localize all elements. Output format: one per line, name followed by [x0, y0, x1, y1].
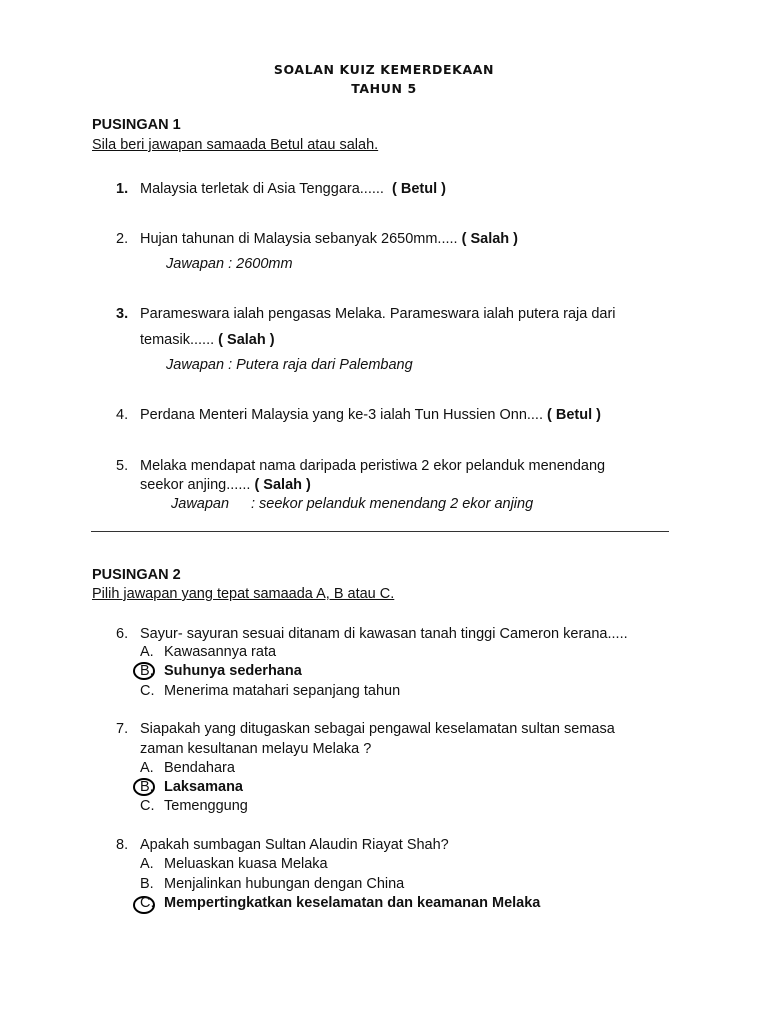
option-text: Temenggung: [164, 798, 248, 814]
round2-instruction: Pilih jawapan yang tepat samaada A, B atau C.: [92, 586, 395, 602]
answer-text: : seekor pelanduk menendang 2 ekor anjing: [251, 496, 534, 512]
question-text: Apakah sumbagan Sultan Alaudin Riayat Shah?: [140, 837, 449, 853]
question-number: 3.: [116, 306, 129, 322]
question-2: [116, 231, 518, 247]
verdict: ( Betul ): [547, 407, 601, 423]
question-number: 1.: [116, 181, 129, 197]
question-text: seekor anjing......: [140, 477, 251, 493]
option-7c: [140, 798, 248, 814]
option-letter: A.: [140, 856, 154, 872]
option-7b: [140, 779, 243, 795]
question-3-cont: [140, 332, 275, 348]
round2-heading: PUSINGAN 2: [92, 567, 181, 583]
question-1: [116, 181, 446, 197]
option-6c: [140, 683, 400, 699]
verdict: ( Betul ): [392, 181, 446, 197]
question-6: [116, 626, 628, 642]
question-7: [116, 721, 615, 737]
option-8b: [140, 876, 404, 892]
round1-heading: PUSINGAN 1: [92, 117, 181, 133]
option-text: Menerima matahari sepanjang tahun: [164, 683, 401, 699]
answer-2: Jawapan : 2600mm: [166, 256, 293, 272]
question-7-cont: zaman kesultanan melayu Melaka ?: [140, 741, 372, 757]
question-text: Siapakah yang ditugaskan sebagai pengawal keselamatan sultan semasa: [140, 721, 615, 737]
option-text: Meluaskan kuasa Melaka: [164, 856, 328, 872]
question-text: temasik......: [140, 332, 215, 348]
question-4: [116, 407, 601, 423]
option-text: Suhunya sederhana: [164, 663, 302, 679]
answer-3: Jawapan : Putera raja dari Palembang: [166, 357, 413, 373]
question-5-cont: [140, 477, 311, 493]
question-number: 5.: [116, 458, 129, 474]
question-text: Perdana Menteri Malaysia yang ke-3 ialah Tun Hussien Onn....: [140, 407, 543, 423]
option-letter: B.: [140, 779, 154, 795]
document-title: SOALAN KUIZ KEMERDEKAAN: [273, 62, 495, 77]
question-text: Melaka mendapat nama daripada peristiwa 2 ekor pelanduk menendang: [140, 458, 606, 474]
question-text: Parameswara ialah pengasas Melaka. Parameswara ialah putera raja dari: [140, 306, 616, 322]
option-text: Laksamana: [164, 779, 243, 795]
question-5: [116, 458, 605, 474]
question-number: 7.: [116, 721, 129, 737]
question-number: 8.: [116, 837, 129, 853]
option-text: Mempertingkatkan keselamatan dan keamanan Melaka: [164, 895, 541, 911]
option-letter: C.: [140, 683, 155, 699]
option-8a: [140, 856, 328, 872]
option-text: Bendahara: [164, 760, 235, 776]
option-6b: [140, 663, 302, 679]
answer-5: [171, 496, 533, 512]
verdict: ( Salah ): [218, 332, 275, 348]
verdict: ( Salah ): [254, 477, 311, 493]
question-text: Malaysia terletak di Asia Tenggara......: [140, 181, 384, 197]
option-letter: A.: [140, 760, 154, 776]
round1-instruction: Sila beri jawapan samaada Betul atau salah.: [92, 137, 379, 153]
option-letter: A.: [140, 644, 154, 660]
question-3: [116, 306, 616, 322]
option-letter: C.: [140, 895, 155, 911]
question-text: Hujan tahunan di Malaysia sebanyak 2650mm.....: [140, 231, 458, 247]
section-divider: [91, 531, 669, 532]
verdict: ( Salah ): [461, 231, 519, 247]
option-text: Kawasannya rata: [164, 644, 277, 660]
question-text: Sayur- sayuran sesuai ditanam di kawasan tanah tinggi Cameron kerana.....: [140, 626, 628, 642]
question-number: 2.: [116, 231, 129, 247]
option-text: Menjalinkan hubungan dengan China: [164, 876, 405, 892]
option-letter: B.: [140, 876, 154, 892]
option-8c: [140, 895, 540, 911]
answer-label: Jawapan: [171, 496, 230, 512]
option-letter: B.: [140, 663, 154, 679]
option-6a: [140, 644, 276, 660]
question-number: 6.: [116, 626, 129, 642]
question-number: 4.: [116, 407, 129, 423]
document-subtitle: TAHUN 5: [351, 81, 417, 96]
option-7a: [140, 760, 235, 776]
option-letter: C.: [140, 798, 155, 814]
question-8: [116, 837, 449, 853]
